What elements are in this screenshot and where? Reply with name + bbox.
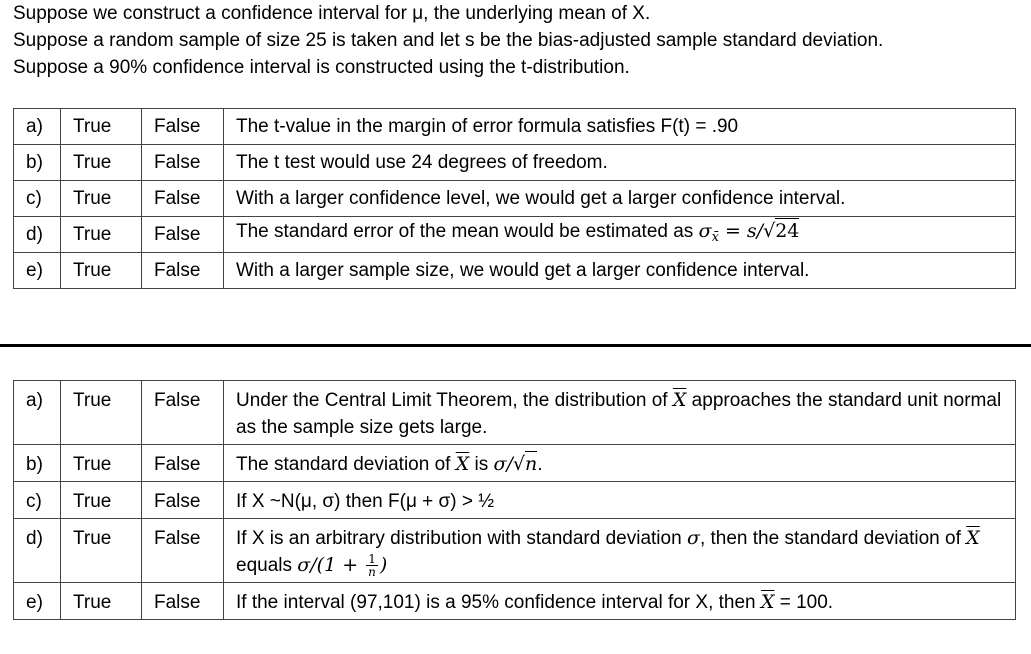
xbar-symbol: $\overline{X}$: [455, 453, 470, 475]
false-option[interactable]: False: [142, 381, 224, 445]
intro-line-3: Suppose a 90% confidence interval is constructed using the t-distribution.: [13, 57, 630, 78]
true-option[interactable]: True: [61, 583, 142, 620]
xbar-symbol: $\overline{X}$: [966, 527, 980, 549]
fraction-numerator: 1: [366, 553, 378, 566]
true-option[interactable]: True: [61, 109, 142, 145]
item-letter: e): [14, 583, 61, 620]
table-row: [14, 381, 1016, 445]
radicand: n: [525, 453, 538, 475]
false-option[interactable]: False: [142, 583, 224, 620]
section-divider: [0, 344, 1031, 347]
statement-text: Under the Central Limit Theorem, the distribution of $\overline{X}$ approaches the standard unit normal as the sample size gets large.: [224, 381, 1016, 445]
sigma-symbol: σ: [698, 220, 712, 242]
item-letter: b): [14, 445, 61, 482]
item-letter: d): [14, 519, 61, 583]
true-option[interactable]: True: [61, 445, 142, 482]
sigma-over: σ/: [493, 453, 513, 475]
fraction-denominator: n: [368, 565, 376, 580]
false-option[interactable]: False: [142, 217, 224, 253]
statement-text: The t test would use 24 degrees of freedom.: [224, 145, 1016, 181]
table-row: [14, 109, 1016, 145]
xbar-symbol: $\overline{X}$: [672, 389, 687, 411]
table-row: [14, 482, 1016, 519]
table-row: [14, 583, 1016, 620]
item-letter: b): [14, 145, 61, 181]
question-table-1: [13, 108, 1016, 289]
true-option[interactable]: True: [61, 381, 142, 445]
sqrt-symbol: √: [763, 220, 776, 242]
intro-line-1: Suppose we construct a confidence interval for μ, the underlying mean of X.: [13, 3, 651, 24]
statement-text: If the interval (97,101) is a 95% confidence interval for X, then $\overline{X} = 100$.: [224, 583, 1016, 620]
table-row: [14, 253, 1016, 289]
sqrt-symbol: √: [512, 453, 525, 475]
true-option[interactable]: True: [61, 519, 142, 583]
false-option[interactable]: False: [142, 445, 224, 482]
intro-line-2: Suppose a random sample of size 25 is taken and let s be the bias-adjusted sample standard deviation.: [13, 30, 884, 51]
question-table-2: [13, 380, 1016, 620]
sigma-symbol: σ: [686, 527, 700, 549]
statement-text: The t-value in the margin of error formula satisfies F(t) = .90: [224, 109, 1016, 145]
problem-intro: [13, 0, 883, 81]
item-letter: d): [14, 217, 61, 253]
table-row: [14, 445, 1016, 482]
statement-text: The standard deviation of $\overline{X}$ is σ/√n.: [224, 445, 1016, 482]
xbar-symbol: $\overline{X}$: [760, 591, 775, 613]
statement-text: If X is an arbitrary distribution with standard deviation σ, then the standard deviation of $\overline{X}$ equals σ/(1 + $\frac{1}{n}$ ): [224, 519, 1016, 583]
table-row: [14, 519, 1016, 583]
true-option[interactable]: True: [61, 145, 142, 181]
false-option[interactable]: False: [142, 145, 224, 181]
false-option[interactable]: False: [142, 482, 224, 519]
equals-s-over: = s/: [718, 220, 764, 242]
item-letter: c): [14, 181, 61, 217]
table-row: [14, 217, 1016, 253]
false-option[interactable]: False: [142, 109, 224, 145]
xbar-subscript: x̄: [711, 230, 719, 245]
statement-text: [224, 217, 1016, 253]
one-over-n-fraction: [366, 553, 378, 578]
statement-text: If X ~N(μ, σ) then F(μ + σ) > ½: [224, 482, 1016, 519]
statement-prefix: The standard error of the mean would be estimated as: [236, 221, 699, 242]
item-letter: c): [14, 482, 61, 519]
true-option[interactable]: True: [61, 217, 142, 253]
table-row: [14, 145, 1016, 181]
true-option[interactable]: True: [61, 253, 142, 289]
true-option[interactable]: True: [61, 482, 142, 519]
false-option[interactable]: False: [142, 519, 224, 583]
item-letter: a): [14, 109, 61, 145]
sigma-expression: σ/(1 +: [297, 554, 365, 576]
radicand: 24: [775, 220, 800, 242]
statement-text: With a larger sample size, we would get a larger confidence interval.: [224, 253, 1016, 289]
item-letter: e): [14, 253, 61, 289]
false-option[interactable]: False: [142, 253, 224, 289]
table-row: [14, 181, 1016, 217]
true-option[interactable]: True: [61, 181, 142, 217]
item-letter: a): [14, 381, 61, 445]
false-option[interactable]: False: [142, 181, 224, 217]
statement-text: With a larger confidence level, we would get a larger confidence interval.: [224, 181, 1016, 217]
